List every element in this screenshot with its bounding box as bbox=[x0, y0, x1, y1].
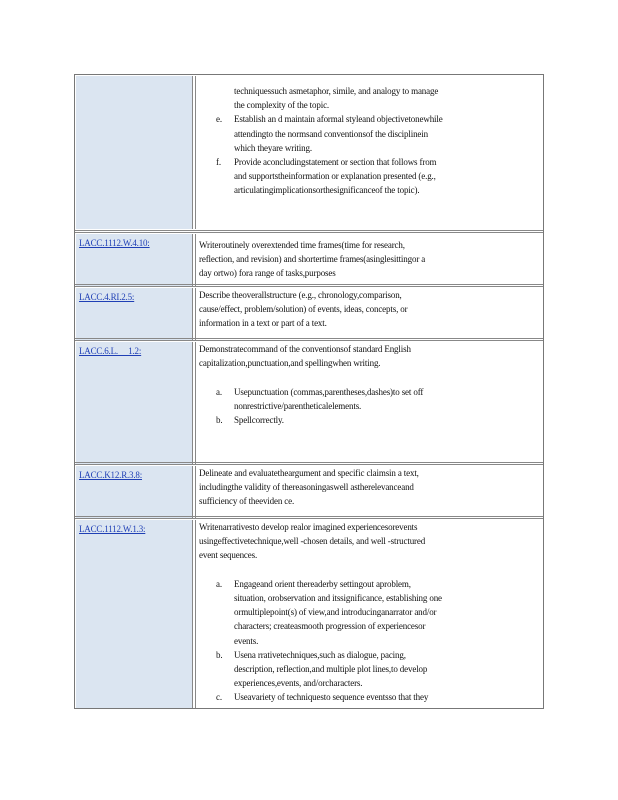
table-row bbox=[75, 230, 543, 287]
description-line: Describe theoverallstructure (e.g., chronology,comparison, bbox=[199, 290, 402, 300]
standard-code-cell bbox=[76, 288, 193, 340]
description-line: sufficiency of theeviden ce. bbox=[199, 496, 295, 507]
description-line: capitalization,punctuation,and spellingwhen writing. bbox=[199, 358, 381, 369]
description-line: Spellcorrectly. bbox=[234, 415, 284, 425]
description-line: reflection, and revision) and shortertime frames(asinglesittingor a bbox=[199, 254, 426, 265]
description-line: Establish an d maintain aformal styleand objectivetonewhile bbox=[234, 114, 443, 125]
description-line: Usepunctuation (commas,parentheses,dashes)to set off bbox=[234, 386, 424, 397]
standard-code-link[interactable]: LACC.K12.R.3.8: bbox=[79, 470, 143, 480]
description-line: includingthe validity of thereasoningaswell astherelevanceand bbox=[199, 482, 414, 493]
standard-code-link[interactable]: LACC.6.L. 1.2: bbox=[79, 346, 142, 356]
standard-description-cell bbox=[195, 76, 542, 229]
standard-description-cell bbox=[195, 234, 542, 286]
list-marker: a. bbox=[216, 386, 222, 397]
list-marker: f. bbox=[216, 157, 221, 167]
description-line: description, reflection,and multiple plot lines,to develop bbox=[234, 664, 428, 674]
description-line: event sequences. bbox=[199, 550, 258, 561]
description-line: cause/effect, problem/solution) of events, ideas, concepts, or bbox=[199, 304, 408, 315]
description-line: Writeroutinely overextended time frames(time for research, bbox=[199, 240, 405, 250]
list-marker: a. bbox=[216, 578, 222, 589]
description-line: Useavariety of techniquesto sequence eventsso that they bbox=[234, 692, 429, 703]
standard-code-link[interactable]: LACC.4.RI.2.5: bbox=[79, 292, 135, 302]
description-line: events. bbox=[234, 635, 259, 646]
description-line: Engageand orient thereaderby settingout aproblem, bbox=[234, 578, 411, 589]
description-line: Delineate and evaluatetheargument and specific claimsin a text, bbox=[199, 468, 419, 478]
description-line: information in a text or part of a text. bbox=[199, 318, 327, 329]
standard-code-cell bbox=[76, 234, 193, 286]
description-line: nonrestrictive/parentheticalelements. bbox=[234, 400, 362, 411]
description-line: Usena rrativetechniques,such as dialogue, pacing, bbox=[234, 649, 406, 660]
standards-table bbox=[74, 74, 544, 709]
description-line: and supportstheinformation or explanation presented (e.g., bbox=[234, 171, 436, 182]
description-line: experiences,events, and/orcharacters. bbox=[234, 678, 363, 689]
description-line: day ortwo) fora range of tasks,purposes bbox=[199, 268, 336, 279]
description-line: situation, orobservation and itssignificance, establishing one bbox=[234, 593, 442, 603]
description-line: Writenarrativesto develop realor imagined experiencesorevents bbox=[199, 522, 418, 532]
table-row bbox=[75, 284, 543, 341]
standard-code-cell bbox=[76, 466, 193, 518]
list-marker: c. bbox=[216, 692, 222, 703]
description-line: usingeffectivetechnique,well -chosen details, and well -structured bbox=[199, 536, 426, 547]
standard-code-link[interactable]: LACC.1112.W.4.10: bbox=[79, 238, 150, 248]
description-line: ormultiplepoint(s) of view,and introducinganarrator and/or bbox=[234, 607, 437, 618]
list-marker: b. bbox=[216, 415, 223, 425]
table-row bbox=[75, 462, 543, 519]
list-marker: e. bbox=[216, 114, 222, 125]
standard-description-cell bbox=[195, 342, 542, 464]
description-line: Demonstratecommand of the conventionsof standard English bbox=[199, 344, 411, 354]
standard-code-link[interactable]: LACC.1112.W.1.3: bbox=[79, 524, 146, 534]
table-row bbox=[75, 75, 543, 230]
standard-description-cell bbox=[195, 288, 542, 340]
standard-code-cell bbox=[76, 76, 193, 229]
table-row bbox=[75, 338, 543, 465]
standard-code-cell bbox=[76, 342, 193, 464]
standard-description-cell bbox=[195, 520, 542, 709]
description-line: characters; createasmooth progression of experiencesor bbox=[234, 621, 426, 632]
standard-description-cell bbox=[195, 466, 542, 518]
description-line: which theyare writing. bbox=[234, 142, 312, 153]
table-row bbox=[75, 516, 543, 709]
description-line: the complexity of the topic. bbox=[234, 100, 330, 111]
standard-code-cell bbox=[76, 520, 193, 709]
description-line: attendingto the normsand conventionsof the disciplinein bbox=[234, 128, 428, 139]
description-line: articulatingimplicationsorthesignificanceof the topic). bbox=[234, 185, 420, 196]
description-line: techniquessuch asmetaphor, simile, and analogy to manage bbox=[234, 86, 439, 96]
description-line: Provide aconcludingstatement or section that follows from bbox=[234, 157, 437, 167]
list-marker: b. bbox=[216, 649, 223, 660]
